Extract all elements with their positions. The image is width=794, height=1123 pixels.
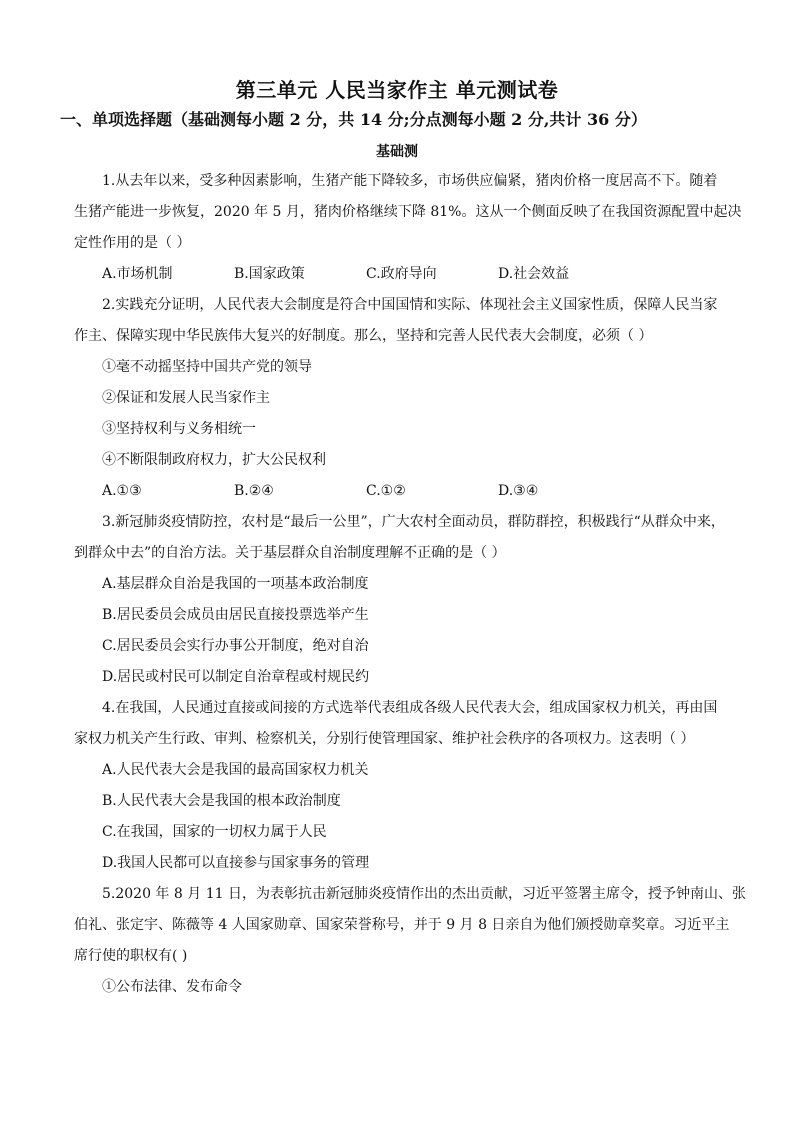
option-d: D.我国人民都可以直接参与国家事务的管理 xyxy=(102,855,370,871)
option-a: A.市场机制 xyxy=(102,266,173,282)
subsection-heading: 基础测 xyxy=(376,144,418,160)
question-2 xyxy=(74,290,724,507)
statement-item: ④不断限制政府权力，扩大公民权利 xyxy=(102,452,326,468)
stem-line: 1.从去年以来，受多种因素影响，生猪产能下降较多，市场供应偏紧，猪肉价格一度居高不下。随着 xyxy=(102,173,718,189)
question-stem xyxy=(74,693,724,755)
option-b: B.②④ xyxy=(234,483,274,499)
option-a: A.人民代表大会是我国的最高国家权力机关 xyxy=(102,762,369,778)
stem-line: 4.在我国，人民通过直接或间接的方式选举代表组成各级人民代表大会，组成国家权力机关，再由国 xyxy=(102,700,718,716)
question-stem xyxy=(74,166,742,259)
stem-line: 3.新冠肺炎疫情防控，农村是“最后一公里”，广大农村全面动员，群防群控，积极践行“从群众中来， xyxy=(102,514,725,530)
stem-line: 定性作用的是（ ） xyxy=(74,235,191,251)
statement-item: ①公布法律、发布命令 xyxy=(102,979,242,995)
option-d: D.③④ xyxy=(498,483,539,499)
option-row xyxy=(74,259,724,290)
statement-item: ③坚持权利与义务相统一 xyxy=(102,421,256,437)
question-3 xyxy=(74,507,724,693)
stem-line: 席行使的职权有( ) xyxy=(74,948,188,964)
option-d: D.居民或村民可以制定自治章程或村规民约 xyxy=(102,669,370,685)
stem-line: 伯礼、张定宇、陈薇等 4 人国家勋章、国家荣誉称号，并于 9 月 8 日亲自为他们颁授勋章奖章。习近平主 xyxy=(74,917,730,933)
stem-line: 生猪产能进一步恢复，2020 年 5 月，猪肉价格继续下降 81%。这从一个侧面反映了在我国资源配置中起决 xyxy=(74,204,742,220)
section-heading: 一、单项选择题（基础测每小题 2 分，共 14 分;分点测每小题 2 分,共计 36 分） xyxy=(60,110,647,129)
stem-line: 作主、保障实现中华民族伟大复兴的好制度。那么，坚持和完善人民代表大会制度，必须（ ） xyxy=(74,328,653,344)
stem-line: 家权力机关产生行政、审判、检察机关，分别行使管理国家、维护社会秩序的各项权力。这表明（ ） xyxy=(74,731,695,747)
option-c: C.在我国，国家的一切权力属于人民 xyxy=(102,824,327,840)
option-b: B.国家政策 xyxy=(234,266,305,282)
statement-item: ①毫不动摇坚持中国共产党的领导 xyxy=(102,359,312,375)
option-c: C.居民委员会实行办事公开制度，绝对自治 xyxy=(102,638,369,654)
question-5 xyxy=(74,879,746,1003)
question-1 xyxy=(74,166,742,290)
option-b: B.人民代表大会是我国的根本政治制度 xyxy=(102,793,341,809)
option-b: B.居民委员会成员由居民直接投票选举产生 xyxy=(102,607,369,623)
stem-line: 2.实践充分证明，人民代表大会制度是符合中国国情和实际、体现社会主义国家性质，保障人民当家 xyxy=(102,297,718,313)
option-a: A.基层群众自治是我国的一项基本政治制度 xyxy=(102,576,369,592)
option-c: C.政府导向 xyxy=(366,266,437,282)
option-row xyxy=(74,476,724,507)
option-d: D.社会效益 xyxy=(498,266,570,282)
question-list xyxy=(74,166,746,1003)
question-stem xyxy=(74,507,724,569)
statement-item: ②保证和发展人民当家作主 xyxy=(102,390,270,406)
document-title: 第三单元 人民当家作主 单元测试卷 xyxy=(235,78,559,102)
question-stem xyxy=(74,879,746,972)
stem-line: 5.2020 年 8 月 11 日，为表彰抗击新冠肺炎疫情作出的杰出贡献，习近平签署主席令，授予钟南山、张 xyxy=(102,886,746,902)
stem-line: 到群众中去”的自治方法。关于基层群众自治制度理解不正确的是（ ） xyxy=(74,545,506,561)
question-stem xyxy=(74,290,724,352)
option-a: A.①③ xyxy=(102,483,142,499)
option-c: C.①② xyxy=(366,483,406,499)
question-4 xyxy=(74,693,724,879)
